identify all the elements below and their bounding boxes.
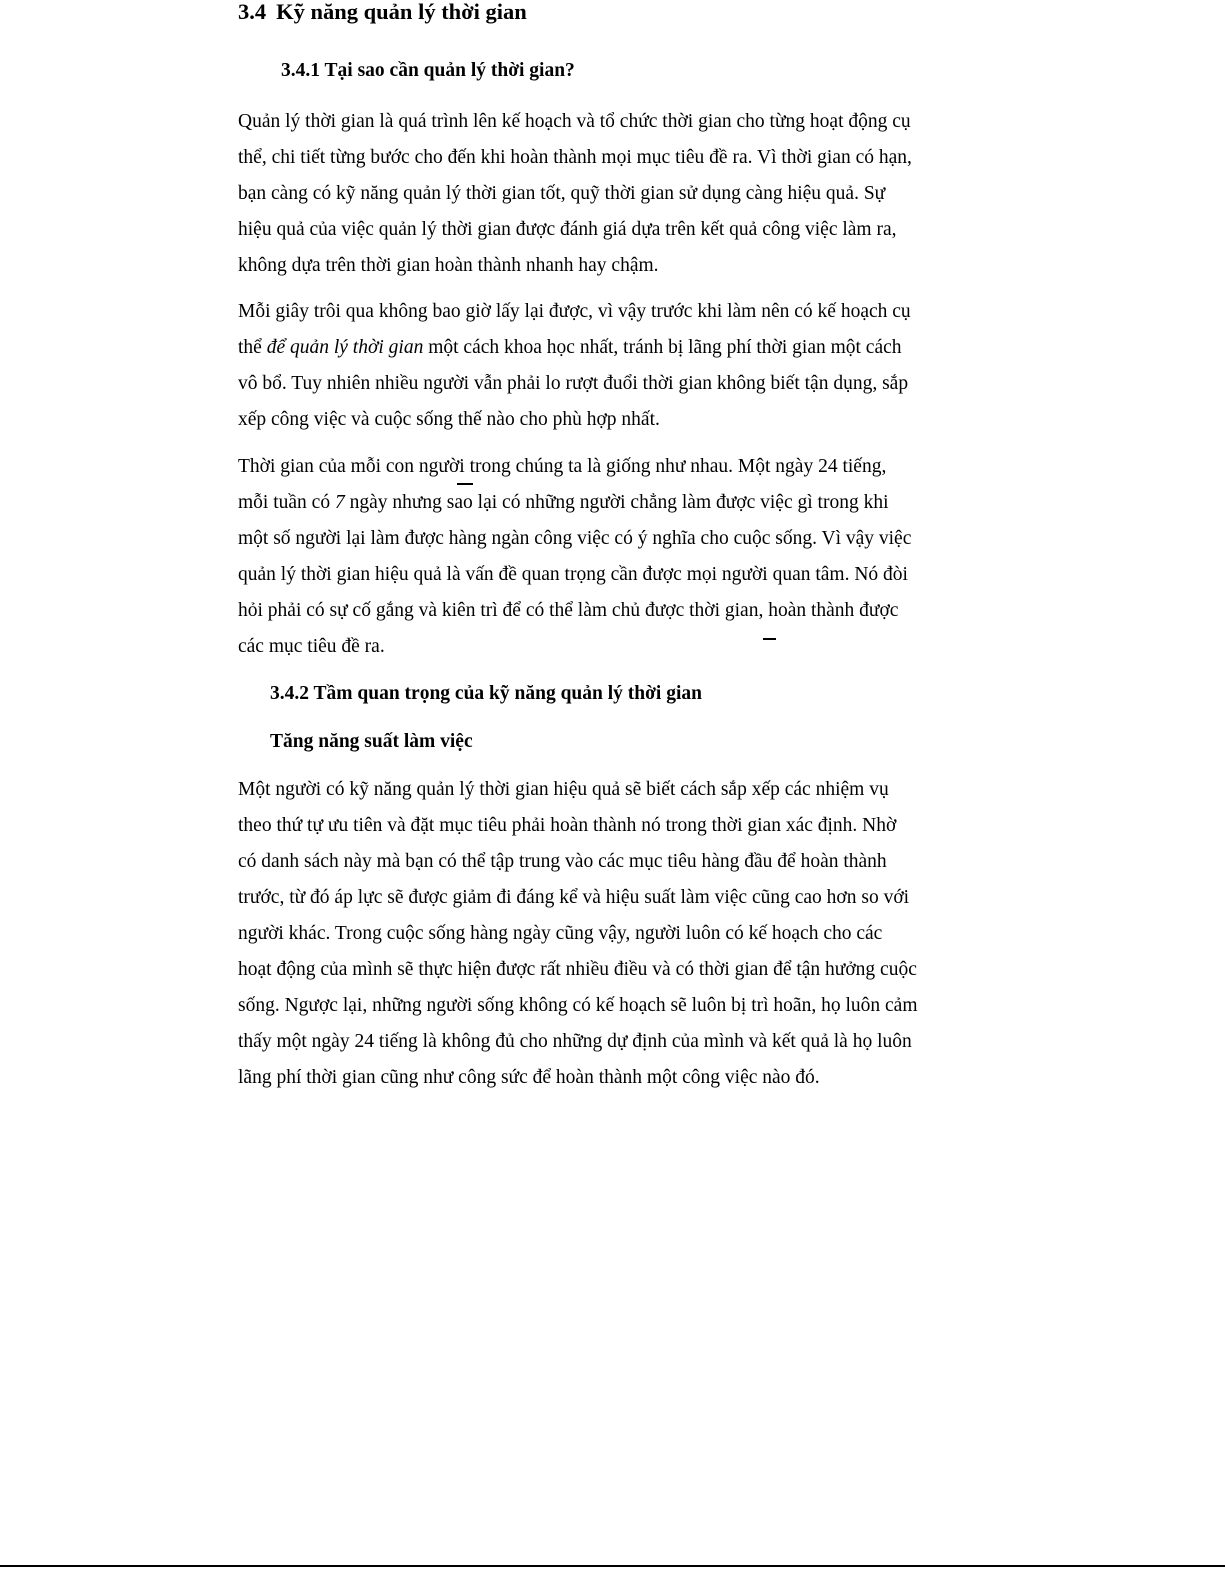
paragraph-line: sống. Ngược lại, những người sống không có kế hoạch sẽ luôn bị trì hoãn, họ luôn cảm bbox=[238, 995, 918, 1016]
paragraph-line: hỏi phải có sự cố gắng và kiên trì để có thể làm chủ được thời gian, hoàn thành được bbox=[238, 600, 899, 621]
paragraph-line: không dựa trên thời gian hoàn thành nhanh hay chậm. bbox=[238, 255, 659, 276]
paragraph-line: một số người lại làm được hàng ngàn công việc có ý nghĩa cho cuộc sống. Vì vậy việc bbox=[238, 528, 912, 549]
paragraph-4 bbox=[238, 772, 968, 1096]
paragraph-1 bbox=[238, 104, 968, 284]
text-run: mỗi tuần có bbox=[238, 492, 335, 513]
section-number: 3.4 bbox=[238, 0, 267, 24]
paragraph-line: có danh sách này mà bạn có thể tập trung vào các mục tiêu hàng đầu để hoàn thành bbox=[238, 851, 887, 872]
paragraph-line bbox=[238, 330, 968, 366]
paragraph-line: thấy một ngày 24 tiếng là không đủ cho những dự định của mình và kết quả là họ luôn bbox=[238, 1031, 912, 1052]
paragraph-line: hiệu quả của việc quản lý thời gian được đánh giá dựa trên kết quả công việc làm ra, bbox=[238, 219, 897, 240]
paragraph-line: hoạt động của mình sẽ thực hiện được rất nhiều điều và có thời gian để tận hưởng cuộc bbox=[238, 959, 917, 980]
subsection-heading-3-4-2: 3.4.2 Tầm quan trọng của kỹ năng quản lý thời gian bbox=[270, 683, 702, 704]
text-run: thể bbox=[238, 337, 267, 358]
paragraph-line: Thời gian của mỗi con người trong chúng ta là giống như nhau. Một ngày 24 tiếng, bbox=[238, 456, 887, 477]
paragraph-line: Một người có kỹ năng quản lý thời gian hiệu quả sẽ biết cách sắp xếp các nhiệm vụ bbox=[238, 779, 889, 800]
paragraph-line: xếp công việc và cuộc sống thế nào cho phù hợp nhất. bbox=[238, 409, 660, 430]
paragraph-line: vô bổ. Tuy nhiên nhiều người vẫn phải lo rượt đuổi thời gian không biết tận dụng, sắp bbox=[238, 373, 909, 394]
stray-dash-mark bbox=[763, 638, 776, 640]
section-title-text: Kỹ năng quản lý thời gian bbox=[276, 0, 527, 24]
paragraph-line: thể, chi tiết từng bước cho đến khi hoàn thành mọi mục tiêu đề ra. Vì thời gian có hạn, bbox=[238, 147, 912, 168]
italic-phrase: để quản lý thời gian bbox=[266, 337, 424, 358]
subsection-heading-3-4-1: 3.4.1 Tại sao cần quản lý thời gian? bbox=[281, 60, 575, 81]
subheading-productivity: Tăng năng suất làm việc bbox=[270, 731, 473, 752]
paragraph-line: bạn càng có kỹ năng quản lý thời gian tốt, quỹ thời gian sử dụng càng hiệu quả. Sự bbox=[238, 183, 886, 204]
paragraph-line bbox=[238, 485, 968, 521]
paragraph-line: các mục tiêu đề ra. bbox=[238, 636, 385, 657]
paragraph-line: theo thứ tự ưu tiên và đặt mục tiêu phải hoàn thành nó trong thời gian xác định. Nhờ bbox=[238, 815, 897, 836]
paragraph-line: trước, từ đó áp lực sẽ được giảm đi đáng kể và hiệu suất làm việc cũng cao hơn so với bbox=[238, 887, 910, 908]
paragraph-line: người khác. Trong cuộc sống hàng ngày cũng vậy, người luôn có kế hoạch cho các bbox=[238, 923, 883, 944]
stray-dash-mark bbox=[457, 483, 473, 485]
section-title bbox=[238, 0, 527, 25]
text-run: ngày nhưng sao lại có những người chẳng làm được việc gì trong khi bbox=[344, 492, 889, 513]
page-bottom-border bbox=[0, 1565, 1225, 1567]
paragraph-line: Quản lý thời gian là quá trình lên kế hoạch và tổ chức thời gian cho từng hoạt động cụ bbox=[238, 111, 911, 132]
paragraph-line: Mỗi giây trôi qua không bao giờ lấy lại được, vì vậy trước khi làm nên có kế hoạch cụ bbox=[238, 301, 911, 322]
italic-number: 7 bbox=[334, 492, 345, 513]
paragraph-2 bbox=[238, 294, 968, 438]
text-run: một cách khoa học nhất, tránh bị lãng phí thời gian một cách bbox=[423, 337, 902, 358]
paragraph-line: quản lý thời gian hiệu quả là vấn đề quan trọng cần được mọi người quan tâm. Nó đòi bbox=[238, 564, 908, 585]
paragraph-3 bbox=[238, 449, 968, 665]
paragraph-line: lãng phí thời gian cũng như công sức để hoàn thành một công việc nào đó. bbox=[238, 1067, 820, 1088]
